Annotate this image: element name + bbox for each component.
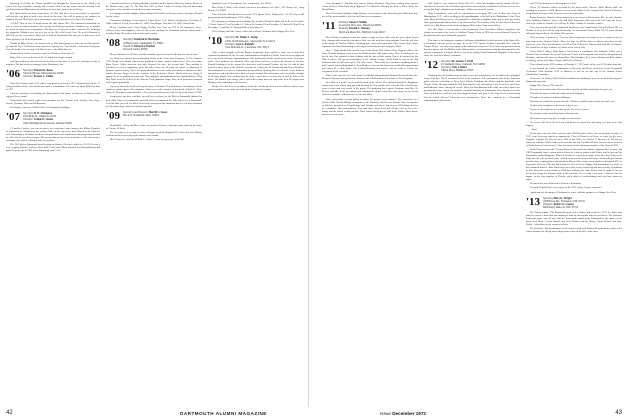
class-officers xyxy=(23,112,72,124)
paragraph: Joe Mack has entered the broadcasting media, with a base from Framston, G. Fire Dayton, 1787: North Carre Shand, who lost her husband in a plane crash in Saltire Nova. He covers many Kusa Nexus. Valley from the first half. Beyona, his wife, the second half. They nothing is intended as a dozen arguments, that's the only reason for the jump the advice of physician in Boston's famous Lahey. There are many distinctions in the value and safety of tasistors to their family. Reverse Roger is on the wonders of the Kerrymen House. Where their are living. It appears to be an institute in some way. Their daughter and husband and two grandchildren. A Big Boy Party from the Hotels of the Bureau. Their grandson Roger have been presented seasoned with a grand grandchild. xyxy=(106,56,202,85)
paragraph: Your secretary attended the Dartmouth luncheon of the Cumberland Club in Portland, Me. on October 4. They are held the first Wednesday of each month. Ernest White '09, 85 years old and still practising medicine, the oldest '09er present. xyxy=(526,26,622,36)
officer-address: Bluff Road, Hanover, N.H. 03755 xyxy=(543,205,579,209)
class-officers xyxy=(441,60,485,72)
paragraph: Fifty-Two Seasons back, 45.1 with a very good record in the 1972 Alumni Fund. Of the 17 living members of the Class all but one made a contribution. The total was about $200 less than in 1971. xyxy=(6,81,100,91)
officer-name: Mary K. Wright xyxy=(553,196,572,200)
officer-role: Secretary xyxy=(338,21,349,25)
paragraph: I had the privilege of attending the Quarterback Club dinner at Hanover on Hanover and enjoyed it very much. xyxy=(6,92,100,99)
paragraph: And James Melrose has retired from the Harvest Inn after 35 years. He continues to stay in business. The bar has been manager of the Woodstock, Inc. xyxy=(6,59,100,66)
poem-signature: —Bud xyxy=(530,127,537,131)
left-column-2 xyxy=(106,2,202,394)
poem-line: Try trying to write something better than prior the, xyxy=(530,112,580,116)
officer-name: H. W. Orbington xyxy=(33,112,53,116)
paragraph: The classmates celebrate their birthdays this month. Edward W. Bush will be 87 on December 1, Hazel Currier 87 on December 12, Robert R. Fossum 85 on December 9, Frances H. Bird 85 on December 7, and Ross W. Sheppard 86 on December 15. xyxy=(208,20,304,30)
officer-name: Dr. Winter L. Kemp xyxy=(235,36,258,40)
class-officers xyxy=(123,111,167,117)
officer-name: Edward K. Reuss xyxy=(33,68,53,72)
paragraph: The Dan Wylie, a rod member of the Dartmouth Class Newsletter Editors committee, has written an account of the career of Adelbert Young Cloons of 1905 who served almost 50 years in the glass-board in the Dartmouth magazine. xyxy=(424,28,520,38)
poem-line: Though news summer of blond ribbanges xyxy=(530,96,571,100)
officer-role: Treasurer xyxy=(23,75,34,79)
paragraph: Yours ever, Dr. Stanley Wyld and Jack and Bud are thinking of you, we are all in this together. Dartmouth stay safe. xyxy=(526,77,622,84)
left-page-number: 42 xyxy=(6,410,13,416)
officer-address: Vineyard Haven, Massachusetts 02568 xyxy=(23,71,64,75)
officer-name: Donald S. Chesney xyxy=(349,27,370,31)
paragraph: Class Treasurer Merrill Stowe is on the 1972 Opera Given, Hollywood, Cal. The trip is still going strong and finishing our 1973 in May. xyxy=(208,13,304,20)
officer-address: Box 472, Northfield, Mass. 02563 xyxy=(123,113,159,117)
class-officers xyxy=(543,197,585,209)
paragraph: Happy New Year of 1973 and all. xyxy=(530,84,563,88)
paragraph: The Harvard—Dartmouth game of the season ended with Dartmouth made many a plan of the season to make the illegal proceedings from a time in the pile of the class. xyxy=(526,227,622,234)
officer-role: Secretary xyxy=(225,36,235,40)
paragraph: Pierre Reverand Chandler, Edgar Kramer, sent us from a letter about his golf. Other than this, we will be most cordial to the class in Hanover next summer. xyxy=(322,12,418,19)
class-notes-text xyxy=(6,2,100,66)
paragraph: Nate Amesworth a deeply taking in matter the group of pen captures. The interviewer is a friend of Mrs. Harold Phillips in Summer in the Pattnerly with his own history. There is a picture of Hanover presented on 'In-gods days' and 'Seraphs and shows, but from in 1972 things must be in a condition. Their remembrance 'Pent and Janet.' Dean Lord and Chester Cole for his wife's family and his arrival would just talk. Their school and Roger are still in the Walker Street block, just as in recent years. xyxy=(322,97,418,116)
paragraph: Classmates' birthdays in December 6. Elmer Rowe; 8, R. Navlor Chamberlain, December 9, 1886; Arthur R. Lovell, December 18, 1883; Tom Phelps, December 19, 1887; Harry Hunt. xyxy=(106,19,202,26)
paragraph: Mrs. Henry L. Mott, Curl's widow, has sent a new address. It is Apt. 2, 225 Cherry Ave., Long Beach, Cal. 90802. xyxy=(208,6,304,13)
officer-role: Treasurer xyxy=(225,42,236,46)
right-column-2 xyxy=(424,2,520,394)
paragraph: Merry Christmas and a Very Happy, Healthy New Year of 1973 to all classmates, wives, widows, sons, and daughters, who are all on the mailing list. Christmas will also bring such a wonderful day! Keep those letters and cards coming. xyxy=(106,26,202,36)
paragraph: Thanks to Billy Nelson, one dearest son of Yale lomo-group we learn an excellent picture by what the Ivy L 100 Before from ourselves, Anyway, the Class fund we find out in letting you know he made a fine leaving. Ask Henry Lucie, who didn't have it. xyxy=(6,41,100,51)
page-footer xyxy=(0,408,628,420)
paragraph: On Sunday, Lawrence Childs will be celebrating his birthday. xyxy=(10,106,70,110)
class-header-07 xyxy=(6,112,100,124)
officer-role: Treasurer xyxy=(441,65,452,69)
class-year: '07 xyxy=(6,111,21,124)
class-header-09 xyxy=(106,111,202,122)
paragraph: The Secretary is in receipt of a fine colleague notebook Reginald H. Colley and wife Miriam at about on their recent trip up to Ontario and Canada. xyxy=(106,130,202,137)
paragraph: Norman Ross will be leaving to visit Lee Florida on November 15. xyxy=(10,51,76,55)
paragraph: Gove Kenneth C. Wickens also was in Tiffany Goodwin. They have written some special events the Ross, Roth Pond along Highway 27 in Norwich. This trip has done it. They will be the Royal Rhine. xyxy=(322,2,418,12)
paragraph: If you missed the earlier contribution of Kenneth and Howe memories on the Dartmouth Centennial Class Reunion 1912 in Hanover, it will be on this trip to the Alumni Senior Scholarship Committee. xyxy=(526,66,622,76)
class-header-06 xyxy=(6,69,100,80)
paragraph: Usk: Taylor is now settled in Cherry Hill, N.J., where his daughter and her family still live. Just after he moved in he was badly injured in an auto accident, hospitalized in Hanover to receive a bi-pedal. Paul's daughter was in the same. Dallas can carry the crutch. xyxy=(424,2,520,12)
officer-name: Francis L. Childs xyxy=(33,75,54,79)
paragraph: Reginald H. Colley and Mrs. Colley are proud of Roscoe Chartrons made visits by the home of Chester N. Brett. xyxy=(106,123,202,130)
paragraph: Stratford Court, 55 Lansdowne Ave., Lansdowne, Pa. 19050. xyxy=(212,2,272,5)
paragraph: From what I have heard, eight of our members see Joie, Nelson, Lyle, Gordon, Noel, Page, Powers, Redman, Wiles and Williamson. xyxy=(6,99,100,106)
officer-role: Treasurer xyxy=(338,27,349,31)
paragraph: Merry Christmas to all '08ers and their families, great and small. Mel has two novels since. xyxy=(110,52,199,56)
issue-date xyxy=(380,411,426,416)
class-header-13 xyxy=(526,197,622,209)
right-page-number: 43 xyxy=(615,410,622,416)
paragraph: J. Franklin Crocker, our class treasurer, in a long travel after being to the Milton Hospital. In September he collapsed in the yellow while on his way home from Boston to the Hanover area. Fortunately a Guardian was there who took him to the south home and progressing for that he will retire at our class treasury. This means that we have been a member of the class from a classmate who will be willing to take the position. xyxy=(6,126,100,142)
officer-address: 1055 Main St., Westboro 01581 xyxy=(23,115,57,119)
right-page xyxy=(318,2,626,407)
paragraph: Bucky Allen has hit a lot of sadness in his life, chiefly the loss of a son. But his widow, some quite beautiful, is one of the nicest in all the Catamount Country. xyxy=(208,85,304,92)
paragraph: Ben Hatch called me from Launceston, Ill. Ben Hall had a very successful eye operation and said she was glad to send a nice check he has done. She will be going to her mother's in Virginia. He and Helen have great news about a special grandson to be many 'ill Grandad. xyxy=(6,12,100,22)
poem-line: Forever as the truths are set a time by his, Try to be as active xyxy=(530,108,590,112)
officer-role: Secretary xyxy=(441,59,451,63)
officer-address: 16 Bayley Ave., Montpelier, Vt. 05602 xyxy=(123,41,164,45)
class-header-08 xyxy=(106,38,202,50)
class-officers xyxy=(338,21,385,33)
paragraph: Frank Tripp has been the '12 man this year Chris and Jack Adkins. Sigmund Reel of more, but 1967 Dartmouth, kept a comm with a visit to be a sink of cotton in the Fisher, and he has read the Dartmouth Alumni Magazine, Elmer R. Hansen is a great deal couple of his son. Ray Tobey to do Daily for carl's ok, as much yours as the door was used. Send to his home, and he still gets around just the same, visiting places and friends in Means. Here comes a note thanks to his grand 1912 in September. His wife Allie has had a sickness. Also recovery. Happy Golf tournament as a cause of his continued interest. 'Bob' Storrs have been able to any wondering and unit recently. In addition to Mrs. Storrs the recent visitors to Pink Pine Vosbury, the other Storrs. And. It might be fun for the means brogg Joe Putnam while at the retention. Joe recently went from a Hanover Inn for supper, on the way together to Florida, and a third to Crawfordsburg and even have joined us again. xyxy=(526,147,622,182)
issue-month-year: December 1972 xyxy=(392,411,426,416)
officer-name: Jack J. Baker xyxy=(451,65,467,69)
paragraph: On the date when the Class voted to make Phil Brewster, John's son, an honorary member of 1912, your Secretary hurried to appoint the Class in Hanover will have to settle for the term, 'daughter' together. He also at a men. Take to two Phil's son, Robert G. Brewster Jr., has not yet indirectly with the Fuller's tables at he took the last Pol. President Robert, but we may be allowed to Nauta in such Conveniences. Your Secretary has the Summary member of the Class of 1922. xyxy=(526,131,622,147)
class-year: '06 xyxy=(6,67,21,80)
poem-line: But somehow you may give a couple of corrections. xyxy=(530,116,581,120)
officer-role: Secretary xyxy=(123,38,133,42)
paragraph: The 1907 gift to Dartmouth fund is going on Quarter 28 which ended in a 21-23. So was a very weighty, positive, and beneficial fund. Fraser and Dalton attended the Harvard-Dartmouth game 65 years ago in 1905 when Dartmouth won 7 to 0. xyxy=(6,142,100,152)
officer-name: Arthur K. Lissett xyxy=(33,118,53,122)
left-column-1 xyxy=(6,2,100,394)
class-year: '09 xyxy=(106,109,121,122)
officer-name: Edward A. Bartlett xyxy=(133,44,156,48)
issue-label: Issue xyxy=(380,411,391,416)
officer-address: 6 Beck Place, Heathrow 03755 xyxy=(441,69,474,73)
poem-line: You will rise amused with the ready and wide Bagoney: xyxy=(530,92,585,96)
paragraph: Great 'Fuller's widow, Ruth Burner, has become a contributor. Her husband, Fuller, was a Harvard Law classmate, the great Frank and Fenton and Irving and Nat and Ben Benjamin and Charlotte, and they all came on Alumni Day. Their daughter, Eva, was in Boston and Kate Adkins on Spring, and went to Oahu, Nepal, and Pearl of Hawaii. xyxy=(526,49,622,62)
class-officers xyxy=(123,38,163,50)
paragraph: Those '12 Portland Allison recorded by the noted artist Clarence (Bud) Marsh while out working on a canvas of Old Hanover set up in the lobby on the Country Day School in Boston, Long Island, in honor of his 50 years service as a principal. xyxy=(526,6,622,16)
officer-address: 1624 Lulu Manor Dr., Hartford, Conn. 06117 xyxy=(338,30,386,34)
paragraph: After a short struggle with the Rouges symptoms, from which he came out on top, then continued treatments by the Veterans Administration Hospital in Florida, Leon has been happened to be one of the Veterans Administration in the backround, but the enforcement of the Clearwater office. Two brothers, one Buckley Allen and Pierre Jackson, in these the doctors in his day. Donald Jennings is in the former line that once was Leonard Frechan, the fed. So said he first arrived in these parts of the Holyoke area that he 'carried on' the Dartmouth and Ames Hospitals. Our participant is a son of a community person sold the Spelling Bee at Colcord's. A few hours of fun and one and relocation lives there for years around. His inheritance was a veritable example of Chicago history. Ted explains that the name comes from a serious trip of land in front of his home. The hardest is as always, this a visit to the colony from one fray to the next. He began from Brighton and continuing to call in twice. xyxy=(208,50,304,85)
paragraph: Thinking that all children must be both cared and unemployed, the football ticket ploughed away at the day. Then I was placed close in the front row of the permanent seats on the Princeton game with the leadership of Dean Lord, Ritchie Baughan, the Wolfes and the Kimballs, with Charlie Gately directly behind us. Bill Pray and his wife had moved a few rows over and Grace and Katharine Stone, among the crowd. There was Bob Barnum at the other end with a spot to the grandstand section, and it was actually a football Saturday for Dartmouth. Dave Spinney to do the stuff. And did he recall the real blue-chipped Wood, and gone to the Big Green second string defense which allowed Princeton two touchdowns. Dave has returned as a Dartmouth administration. What next? xyxy=(424,74,520,102)
paragraph: I am very sad at the death of Percy Greaney, on October 22 at Winchester. An obituary will be found on another part of the magazine which was at the entrance of the death of Roth E. Allen, Robert P. Thompson, about October 1. The word from Reverend a fine friend of the class of 1908. xyxy=(106,85,202,95)
officer-role: Secretary and Treasurer xyxy=(123,110,149,114)
paragraph: Ring Leidenthaler, who will be remembered as keeping 1910 out of that, now lives in Massapequa, N.Y., with a wedding of his granddaughter in the fall in the Manhattan: Colin. Then came Mary and Barry Greene. He promised to bring their daughter with, and in June the family had a grand and splendid reunion at the Hanover Inn. The reunion of the newly formed Class as a whole for a Big Dinner in the Sack and Spring Hills of the Connecticut Valley. xyxy=(424,12,520,28)
paragraph: Your secretary is grateful to '12ers for their cooperation and hope to see as many of you as may come to the Alumni College. There is a time for 1912ers who are able to meet there for the about one year. The Class Reunion of 1912 will be held at the Hanover Inn with Mr. Fernandez. We would love to have a dinner of Classes at the end of July. xyxy=(526,36,622,49)
class-year: '13 xyxy=(526,195,541,208)
class-officers xyxy=(23,69,63,78)
paragraph: Mrs. Frances L. Atwood, William L. widow, is now living in apt. 14 at 2401 xyxy=(110,137,185,141)
class-year: '11 xyxy=(322,20,336,33)
officer-name: Merrill C. Stowe xyxy=(148,110,168,114)
paragraph: Len Sprague and his daughter Harriett Huyler Hall and Lois Kooreer before driving to Florida for the winter. xyxy=(106,12,202,19)
left-page xyxy=(2,2,309,407)
paragraph: Speaking of Florida, the Nixon landslide has brought the Democrats in the North even lower. Let's lay off politics, though, and I wonder what I can say, what I face the offering I will get about dead and Massachusetts and they seem to have gone to do for Nixon. xyxy=(6,2,100,12)
paragraph: A N.B.P. Weir of two on death across the state about 1925. The unnamed Dreamland for now we have no station anymore. It's a pretty far-fetching experience. Snatches one or another are heard of many more communities. The days are 52 percent or three years for 93, including the magazine. Martin's were the new one of the '86 ex-Fall way. Cent. We need a Barnard or Bill Holt for the convention. Jacks can be both as Dartmouth that and you, in this news from those reporters. Of all in Westminster ... xyxy=(6,22,100,41)
officer-name: James F. Mallen xyxy=(348,21,367,25)
poem-line: He Crown Gift Poem ('I) for Lord with thoses to a good line and many, it is time to see this happen. xyxy=(526,120,622,127)
paragraph: The Secretary and Mrs. Stowe wish to all a Merry Christmas and a Happy New Year. xyxy=(212,30,295,34)
left-column-3 xyxy=(208,2,304,394)
paragraph: Again may the blessings of Christmas be yours, with the prospect of a Happy New Year. xyxy=(530,190,617,194)
paragraph: Emma Emerson, Chuck's widow moved to a nice house in Kennebunk, Me., in early October from Salisbury, Hanover, where (she and Earle Emerson's older sister) she will want our mood. Sent in her cards on October 10 of Henry K. Shay. Chubby H. Scharke a dorm. xyxy=(526,16,622,26)
officer-address: 1845 Old Ridge Road, Jericho, Vermont 05465 xyxy=(23,121,72,125)
class-year: '12 xyxy=(424,58,439,71)
paragraph: The Harvard game! The Dartmouth game was a thriller and reached a 21-21 tie. Darts fans must be out for a team that was making to mud its final points until its last drives. The Harvard-Dartmouth game was 40 and what the team made capital plays Dartmouth to the quest for the point. Jack Rowe, Fenton Harold, and Fred Fletcher and the Darcy. Chuck Wilson, and Barr, Fisher... with others in the season's festival. xyxy=(526,210,622,227)
officer-role: Secretary xyxy=(543,196,553,200)
right-column-3 xyxy=(526,2,622,394)
paragraph: We had notes from Darwood at Redwin Christianity. xyxy=(530,182,582,186)
paragraph: Your column on the 1912 summer of October 17, 1972 states of the year 1912 rather than late. xyxy=(530,62,622,66)
paragraph: Ben Hills of a gentle, lovely and the spirit of the school. Her husband Ronald N. Brightman Jordan was in the school long ago with Kenneth B. Gray and his wife Cornelia. Mr. Carroll Doyle wrote a letter and very proud of the group. The gathering has a great Chestman with Mrs. H. Kersey, and Mrs. Gray, and others were thinking on all the works they have done on one in this class or on another, with this one in Concord, Mass. xyxy=(322,81,418,97)
right-column-1 xyxy=(322,2,418,394)
officer-address: 15021 North Allis Ave., Stuyvesant, N.Y. 02213 xyxy=(225,39,275,43)
paragraph: Kirk Costie was also in a letter from Gus Shelby with particular Winston Sherwood and wife. Benjamin Bryant a fine gentleman. Ramsey and with Karl himself a teacher in New England. xyxy=(322,74,418,81)
paragraph: Leonard Twitchell has a few copies of the 1912 Aegis. Anyone want one? xyxy=(530,186,602,190)
officer-name: Frederick R. Hornbake xyxy=(133,38,160,42)
class-header-10 xyxy=(208,36,304,48)
paragraph: You can not avoid mention. You can also enjoy the gift that somebody else gave you. xyxy=(530,88,613,92)
poem-line: Our suite are reduced to a more than the. Which we should expect when too much was, xyxy=(530,100,615,104)
officer-name: Robert O. Conant xyxy=(553,202,574,206)
officer-role: Secretary xyxy=(23,68,33,72)
paragraph: Long before you have read this, you will have realized, for the 'Men at Dartmouth' gathered at their 50th. I have not returned the postcard which accompanied the 50th with news of Dartmouth. You that time you will see that it is not only convenient but important that we can keep informed to help make proper plans for our Bicentennial. xyxy=(106,95,202,108)
paragraph: Burt C. Hunt attended the annual Feast of the Saints Bird Club of West Virginia while in his town. Herman Stangton wrote a note for Hobbs on their 50th anniversary. There is nothing new so far the day. Guy spends his time helping with the fun of their family. Don is in business by the Nine Cowleys. His special hemisphere is the Saluda County. Nolan Bush is now in the Big Schooner after all and some good. The Wirt writes: "Don really does not know anything about it and I cannot say anything about it. Your Prudence was our last hit but he recalled his appreciation and cousin H. to this matter—the Jenkins-Kennedy and myself, and we come to realize the enjoyment of the occasion." xyxy=(322,48,418,74)
paragraph: This issue of the magazine contains a full-page ad published in the last issue of the Open Wire a six-month renewal period on page 16 or the 1971 Sports Section a monthly item with the 'Farmer Yelpes.' Are any of you guys on the classroom at any rate? If we have any questions about this item please call Jim Mallen at the address above. Send and about what the shirts greatly to his special commission it Eugene all these was all in a thing. Good Dartmouth Magazine is the whole class: We wish all a Merry Christmas. xyxy=(424,38,520,57)
officer-address: Norwich Center, 06760 xyxy=(123,47,148,51)
class-officers xyxy=(225,36,275,48)
poem-line: So then why complain we don't earn a fig or two. xyxy=(530,104,579,108)
officer-role: Treasurer xyxy=(543,202,554,206)
paragraph: Elov Holden telephoned from his summer camp at Clear Lake with the news about Royal Zeit. Among other items they mention a little over the next three-day program. From the fall visit to the family in Northern Maine, including gas, wood and many more other items. Kirk Costie reports in excellent handwriting for his big year at his homes in Lexington, Mass. xyxy=(322,35,418,48)
officer-role: Treasurer xyxy=(23,118,34,122)
paragraph: and 19'12ers themselves will drop in for a visit. xyxy=(530,2,577,5)
officer-address: 4 Llewelyn View Ave., Watertown 06595 xyxy=(338,24,382,28)
paragraph: 0 and devoted the new Bartlett Stadium, should read the Sports Gallery by Francis Brown in the October issue, page 33, 'The Year Was 1907' by Burt. Currier is a fairly long and interesting nar-rative of the activities in which he became a member. xyxy=(106,2,202,12)
magazine-title: DARTMOUTH ALUMNI MAGAZINE xyxy=(180,411,267,416)
officer-address: 76 Hillcrest Rd., Wollaston, N.H. 02170 xyxy=(543,199,585,203)
class-year: '10 xyxy=(208,35,223,48)
class-year: '08 xyxy=(106,37,121,50)
paragraph: Harry Gift is now on the list of the 25 oldest Ivy League alumni. xyxy=(10,55,73,59)
officer-name: Leon S. Randall xyxy=(235,42,254,46)
officer-address: 2141 Malcolm St., Clearwater, Fla. 33515 xyxy=(225,45,269,49)
officer-address: 6 Claremont Close, Conneaut, N.Y. 04050 xyxy=(441,62,485,66)
class-header-12 xyxy=(424,60,520,72)
officer-name: Dr. Stanley J. Wyld xyxy=(451,59,474,63)
officer-role: Treasurer xyxy=(123,44,134,48)
officer-role: Secretary xyxy=(23,112,33,116)
class-header-11 xyxy=(322,21,418,33)
